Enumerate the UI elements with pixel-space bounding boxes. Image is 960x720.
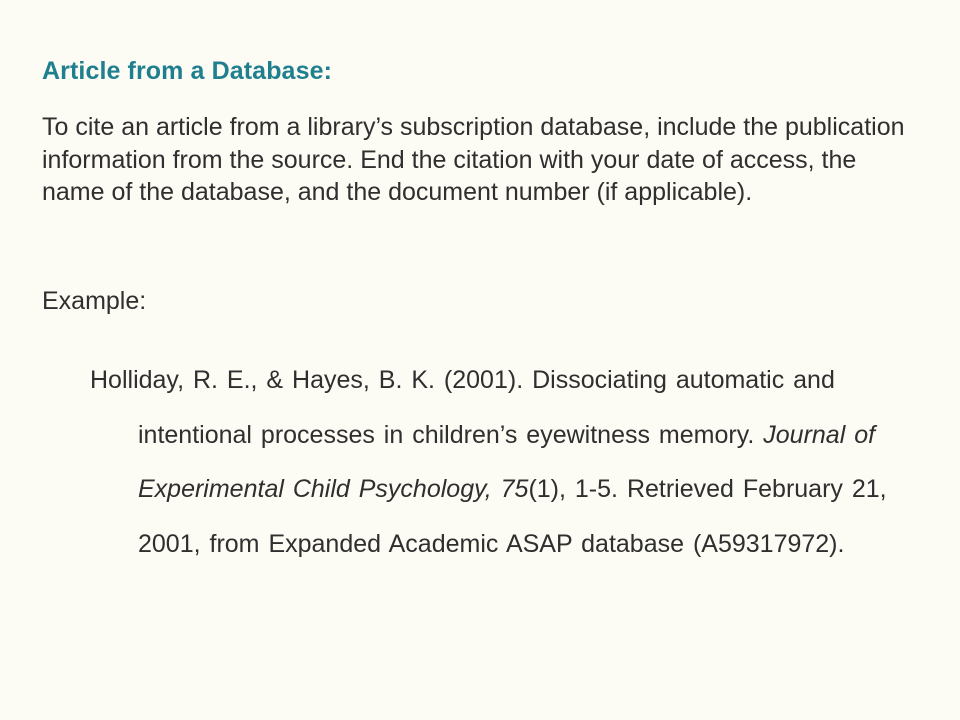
- citation-title-part1: Dissociating automatic and: [532, 366, 835, 394]
- instruction-text: To cite an article from a library’s subscription database, include the publication information from the source. End the citation with your date of access, the name of the database, and the document number (if applicable).: [42, 113, 905, 206]
- section-heading: Article from a Database:: [42, 57, 332, 85]
- citation-issue-pages: (1), 1-5.: [528, 475, 618, 504]
- citation-authors: Holliday, R. E., & Hayes, B. K. (2001).: [90, 366, 524, 394]
- citation-retrieved-part2: 2001, from Expanded Academic ASAP database (A59317972).: [138, 529, 845, 558]
- citation-journal-part2: Experimental Child Psychology, 75: [138, 475, 529, 504]
- citation-journal-part1: Journal of: [763, 420, 876, 449]
- citation-retrieved-part1: Retrieved February 21,: [626, 475, 887, 504]
- example-label: Example:: [42, 287, 147, 315]
- example-citation: [90, 353, 918, 571]
- citation-title-part2: intentional processes in children’s eyewitness memory.: [138, 420, 755, 449]
